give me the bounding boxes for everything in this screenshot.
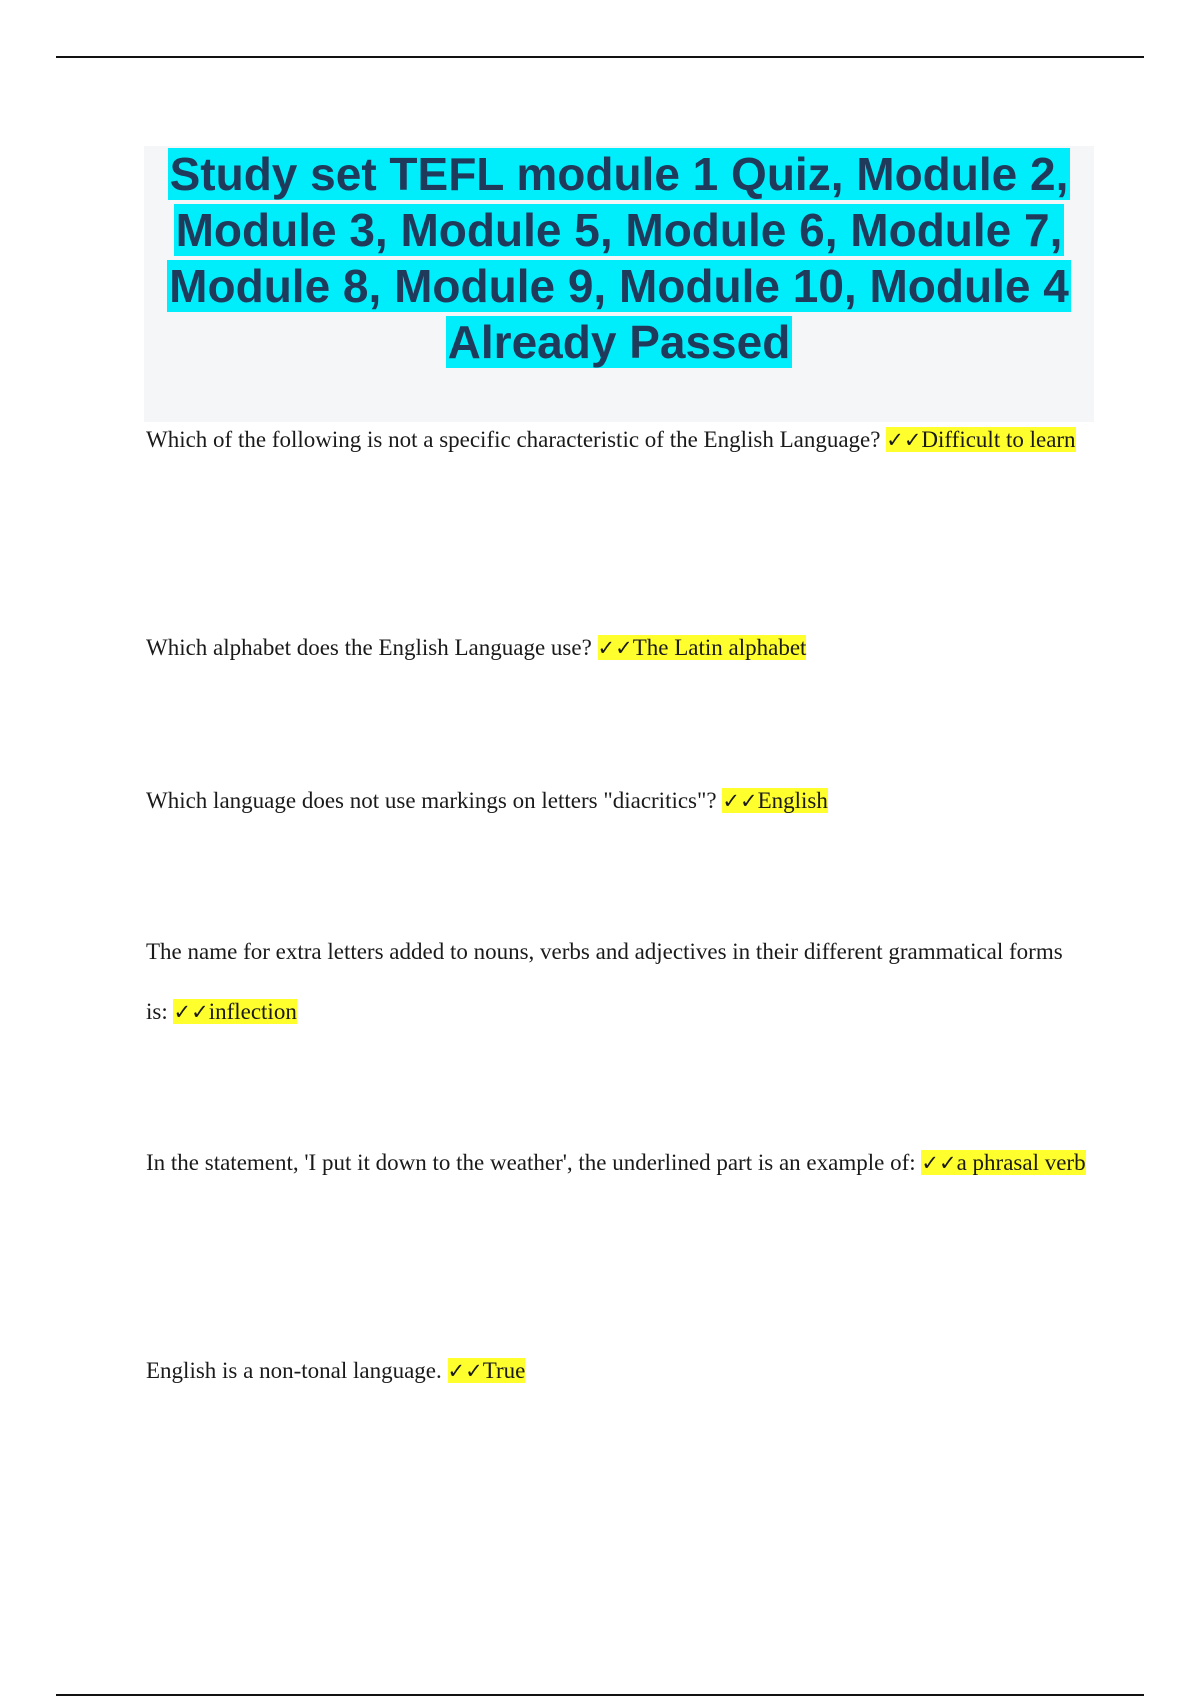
qa-item-5	[146, 1133, 1086, 1193]
qa-item-6	[146, 1341, 1086, 1401]
question-text: Which of the following is not a specific characteristic of the English Language?	[146, 427, 881, 452]
answer-highlight	[448, 1358, 526, 1383]
answer-text: a phrasal verb	[956, 1150, 1086, 1175]
title-block	[144, 146, 1094, 422]
answer-highlight	[173, 999, 296, 1024]
answer-highlight	[722, 788, 827, 813]
question-text: The name for extra letters added to nouns, verbs and adjectives in their different grammatical forms is:	[146, 939, 1063, 1024]
question-text: In the statement, 'I put it down to the weather', the underlined part is an example of:	[146, 1150, 916, 1175]
qa-item-4	[146, 922, 1086, 1042]
double-check-icon: ✓✓	[447, 1359, 483, 1383]
header-rule	[56, 56, 1144, 58]
double-check-icon: ✓✓	[886, 428, 922, 452]
double-check-icon: ✓✓	[722, 789, 758, 813]
answer-highlight	[886, 427, 1075, 452]
answer-text: English	[757, 788, 828, 813]
answer-highlight	[921, 1150, 1085, 1175]
question-text: English is a non-tonal language.	[146, 1358, 442, 1383]
question-text: Which alphabet does the English Language use?	[146, 635, 592, 660]
double-check-icon: ✓✓	[921, 1151, 957, 1175]
document-title: Study set TEFL module 1 Quiz, Module 2, Module 3, Module 5, Module 6, Module 7, Module 8, Module 9, Module 10, Module 4 Already Passed	[169, 148, 1069, 368]
answer-highlight	[598, 635, 807, 660]
answer-text: inflection	[208, 999, 297, 1024]
footer-rule	[56, 1694, 1144, 1696]
answer-text: The Latin alphabet	[632, 635, 807, 660]
qa-item-1	[146, 410, 1086, 470]
question-text: Which language does not use markings on letters "diacritics"?	[146, 788, 717, 813]
double-check-icon: ✓✓	[173, 1000, 209, 1024]
answer-text: Difficult to learn	[921, 427, 1076, 452]
qa-item-3	[146, 771, 1086, 831]
answer-text: True	[482, 1358, 526, 1383]
qa-item-2	[146, 618, 1086, 678]
double-check-icon: ✓✓	[597, 636, 633, 660]
